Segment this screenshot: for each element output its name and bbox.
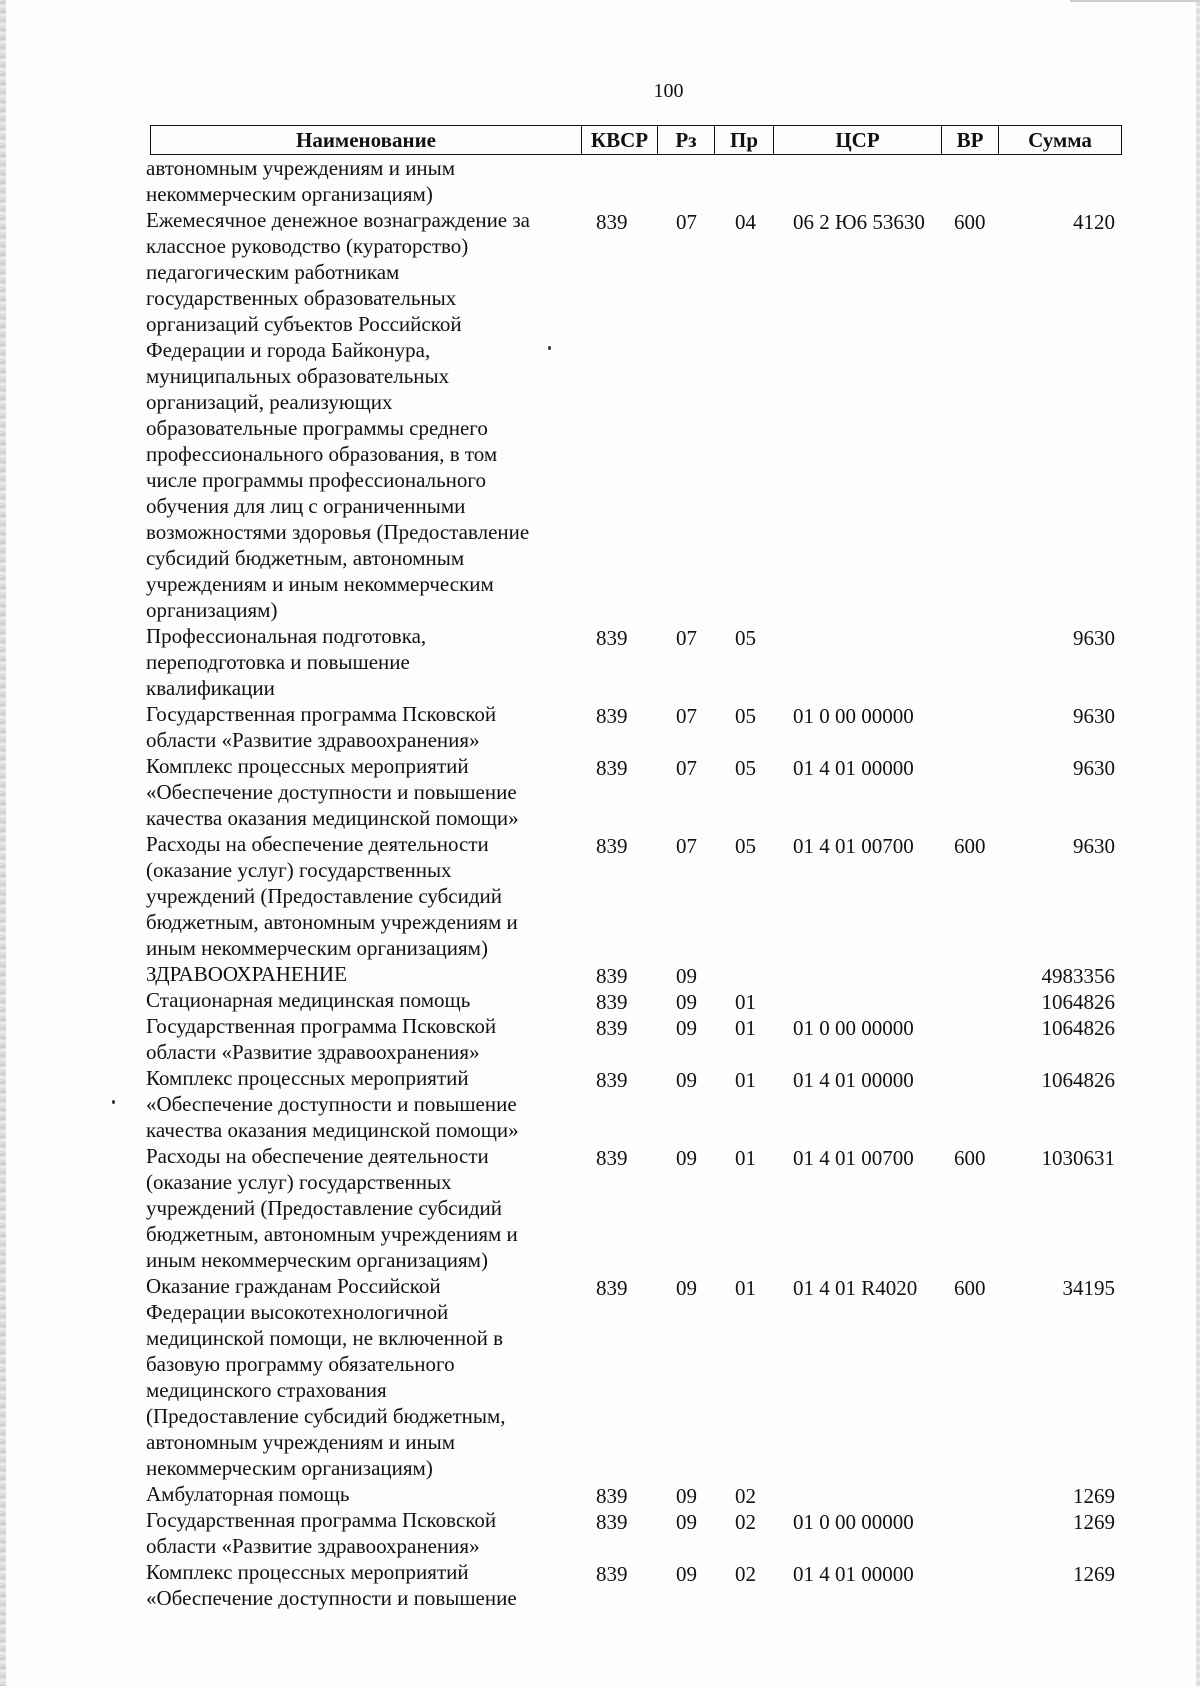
row-name-line: Расходы на обеспечение деятельности [146, 832, 489, 856]
row-name [146, 207, 556, 623]
cell-sum: 1269 [1073, 1510, 1115, 1534]
cell-sum: 1269 [1073, 1484, 1115, 1508]
row-name-line: Комплекс процессных мероприятий [146, 754, 469, 778]
row-name-line: некоммерческим организациям) [146, 182, 433, 206]
row-name [146, 831, 556, 961]
row-name-line: Комплекс процессных мероприятий [146, 1066, 469, 1090]
scan-speck [548, 346, 551, 350]
cell-rz: 09 [676, 1562, 697, 1586]
table-body [0, 155, 1200, 1611]
cell-sum: 1030631 [1041, 1146, 1115, 1170]
row-name-line: квалификации [146, 676, 275, 700]
row-name-line: организациям) [146, 598, 278, 622]
header-vr: ВР [942, 126, 999, 155]
row-name-line: учреждениям и иным некоммерческим [146, 572, 494, 596]
row-name-line: медицинского страхования [146, 1378, 387, 1402]
row-name [146, 1507, 556, 1559]
row-name-line: классное руководство (кураторство) [146, 234, 469, 258]
row-name-line: базовую программу обязательного [146, 1352, 455, 1376]
table-row [0, 1559, 1200, 1611]
table-header [150, 125, 1122, 155]
cell-kvsr: 839 [596, 1562, 628, 1586]
row-name [146, 1559, 556, 1611]
table-row [0, 961, 1200, 987]
cell-csr: 01 4 01 00700 [793, 1146, 914, 1170]
scan-speck [112, 1100, 115, 1104]
row-name [146, 1065, 556, 1143]
cell-sum: 4983356 [1041, 964, 1115, 988]
table-row [0, 207, 1200, 623]
row-name-line: Амбулаторная помощь [146, 1482, 350, 1506]
header-kvsr: КВСР [582, 126, 658, 155]
row-name-line: Комплекс процессных мероприятий [146, 1560, 469, 1584]
header-sum: Сумма [999, 126, 1122, 155]
row-name [146, 753, 556, 831]
cell-pr: 02 [735, 1484, 756, 1508]
row-name-line: образовательные программы среднего [146, 416, 488, 440]
cell-vr: 600 [954, 834, 986, 858]
row-name-line: учреждений (Предоставление субсидий [146, 884, 503, 908]
row-name-line: «Обеспечение доступности и повышение [146, 1586, 517, 1610]
table-row [0, 1507, 1200, 1559]
cell-pr: 01 [735, 1068, 756, 1092]
cell-rz: 07 [676, 834, 697, 858]
cell-rz: 09 [676, 1016, 697, 1040]
cell-pr: 01 [735, 1016, 756, 1040]
header-rz: Рз [658, 126, 715, 155]
cell-rz: 09 [676, 990, 697, 1014]
row-name-line: автономным учреждениям и иным [146, 156, 456, 180]
row-name-line: иным некоммерческим организациям) [146, 936, 488, 960]
row-name [146, 1013, 556, 1065]
row-name [146, 1481, 556, 1507]
cell-pr: 05 [735, 834, 756, 858]
cell-kvsr: 839 [596, 1510, 628, 1534]
table-row [0, 623, 1200, 701]
cell-sum: 34195 [1062, 1276, 1115, 1300]
cell-csr: 01 4 01 R4020 [793, 1276, 918, 1300]
row-name-line: Государственная программа Псковской [146, 1014, 497, 1038]
row-name-line: Оказание гражданам Российской [146, 1274, 441, 1298]
row-name [146, 961, 556, 987]
cell-rz: 07 [676, 626, 697, 650]
row-name-line: Государственная программа Псковской [146, 702, 497, 726]
row-name [146, 701, 556, 753]
row-name-line: муниципальных образовательных [146, 364, 450, 388]
table-row [0, 753, 1200, 831]
cell-pr: 05 [735, 756, 756, 780]
cell-kvsr: 839 [596, 1484, 628, 1508]
cell-pr: 02 [735, 1510, 756, 1534]
row-name-line: субсидий бюджетным, автономным [146, 546, 465, 570]
table-row [0, 831, 1200, 961]
row-name-line: (Предоставление субсидий бюджетным, [146, 1404, 506, 1428]
row-name-line: области «Развитие здравоохранения» [146, 1040, 480, 1064]
cell-csr: 01 4 01 00700 [793, 834, 914, 858]
row-name-line: обучения для лиц с ограниченными [146, 494, 466, 518]
row-name [146, 155, 556, 207]
row-name-line: Федерации высокотехнологичной [146, 1300, 449, 1324]
cell-csr: 01 4 01 00000 [793, 1068, 914, 1092]
cell-vr: 600 [954, 1276, 986, 1300]
row-name [146, 623, 556, 701]
row-name-line: бюджетным, автономным учреждениям и [146, 910, 518, 934]
cell-csr: 01 4 01 00000 [793, 756, 914, 780]
row-name-line: учреждений (Предоставление субсидий [146, 1196, 503, 1220]
row-name-line: возможностями здоровья (Предоставление [146, 520, 530, 544]
table-row [0, 701, 1200, 753]
cell-vr: 600 [954, 1146, 986, 1170]
row-name-line: организаций, реализующих [146, 390, 393, 414]
row-name-line: педагогическим работникам [146, 260, 400, 284]
row-name-line: организаций субъектов Российской [146, 312, 462, 336]
cell-csr: 01 0 00 00000 [793, 1016, 914, 1040]
row-name-line: области «Развитие здравоохранения» [146, 1534, 480, 1558]
cell-rz: 09 [676, 1146, 697, 1170]
cell-kvsr: 839 [596, 964, 628, 988]
cell-vr: 600 [954, 210, 986, 234]
cell-kvsr: 839 [596, 990, 628, 1014]
page-number: 100 [653, 80, 684, 102]
table-row [0, 1143, 1200, 1273]
cell-pr: 02 [735, 1562, 756, 1586]
table-row [0, 987, 1200, 1013]
row-name-line: медицинской помощи, не включенной в [146, 1326, 504, 1350]
cell-sum: 4120 [1073, 210, 1115, 234]
cell-sum: 9630 [1073, 704, 1115, 728]
table-row [0, 1481, 1200, 1507]
row-name-line: иным некоммерческим организациям) [146, 1248, 488, 1272]
cell-csr: 01 4 01 00000 [793, 1562, 914, 1586]
cell-rz: 09 [676, 1276, 697, 1300]
cell-pr: 01 [735, 1276, 756, 1300]
cell-rz: 09 [676, 1510, 697, 1534]
header-pr: Пр [715, 126, 774, 155]
cell-kvsr: 839 [596, 1068, 628, 1092]
cell-kvsr: 839 [596, 834, 628, 858]
row-name-line: Федерации и города Байконура, [146, 338, 431, 362]
row-name-line: Ежемесячное денежное вознаграждение за [146, 208, 530, 232]
row-name-line: некоммерческим организациям) [146, 1456, 433, 1480]
cell-rz: 07 [676, 704, 697, 728]
cell-csr: 01 0 00 00000 [793, 1510, 914, 1534]
header-csr: ЦСР [774, 126, 942, 155]
cell-csr: 01 0 00 00000 [793, 704, 914, 728]
cell-pr: 01 [735, 990, 756, 1014]
row-name-line: «Обеспечение доступности и повышение [146, 780, 517, 804]
row-name-line: ЗДРАВООХРАНЕНИЕ [146, 962, 347, 986]
cell-kvsr: 839 [596, 210, 628, 234]
row-name-line: качества оказания медицинской помощи» [146, 1118, 519, 1142]
cell-kvsr: 839 [596, 1276, 628, 1300]
cell-sum: 9630 [1073, 626, 1115, 650]
row-name-line: области «Развитие здравоохранения» [146, 728, 480, 752]
table-row [0, 1013, 1200, 1065]
row-name-line: качества оказания медицинской помощи» [146, 806, 519, 830]
scan-top-line [1070, 0, 1200, 2]
cell-kvsr: 839 [596, 1146, 628, 1170]
table-row [0, 1065, 1200, 1143]
row-name-line: Профессиональная подготовка, [146, 624, 427, 648]
row-name-line: Стационарная медицинская помощь [146, 988, 471, 1012]
row-name-line: (оказание услуг) государственных [146, 1170, 452, 1194]
row-name [146, 1143, 556, 1273]
row-name-line: бюджетным, автономным учреждениям и [146, 1222, 518, 1246]
row-name-line: автономным учреждениям и иным [146, 1430, 456, 1454]
cell-kvsr: 839 [596, 704, 628, 728]
cell-kvsr: 839 [596, 626, 628, 650]
cell-sum: 9630 [1073, 834, 1115, 858]
table-row [0, 155, 1200, 207]
cell-sum: 1064826 [1041, 990, 1115, 1014]
cell-sum: 9630 [1073, 756, 1115, 780]
cell-sum: 1269 [1073, 1562, 1115, 1586]
cell-rz: 07 [676, 756, 697, 780]
row-name [146, 1273, 556, 1481]
row-name-line: числе программы профессионального [146, 468, 486, 492]
row-name-line: Расходы на обеспечение деятельности [146, 1144, 489, 1168]
row-name-line: государственных образовательных [146, 286, 457, 310]
row-name-line: «Обеспечение доступности и повышение [146, 1092, 517, 1116]
cell-rz: 09 [676, 964, 697, 988]
cell-pr: 05 [735, 626, 756, 650]
cell-rz: 09 [676, 1484, 697, 1508]
row-name [146, 987, 556, 1013]
header-name: Наименование [151, 126, 582, 155]
cell-pr: 05 [735, 704, 756, 728]
row-name-line: (оказание услуг) государственных [146, 858, 452, 882]
cell-rz: 09 [676, 1068, 697, 1092]
row-name-line: Государственная программа Псковской [146, 1508, 497, 1532]
cell-kvsr: 839 [596, 756, 628, 780]
cell-sum: 1064826 [1041, 1016, 1115, 1040]
row-name-line: переподготовка и повышение [146, 650, 410, 674]
row-name-line: профессионального образования, в том [146, 442, 498, 466]
cell-csr: 06 2 Ю6 53630 [793, 210, 925, 234]
table-row [0, 1273, 1200, 1481]
cell-pr: 04 [735, 210, 756, 234]
cell-kvsr: 839 [596, 1016, 628, 1040]
cell-pr: 01 [735, 1146, 756, 1170]
cell-rz: 07 [676, 210, 697, 234]
cell-sum: 1064826 [1041, 1068, 1115, 1092]
